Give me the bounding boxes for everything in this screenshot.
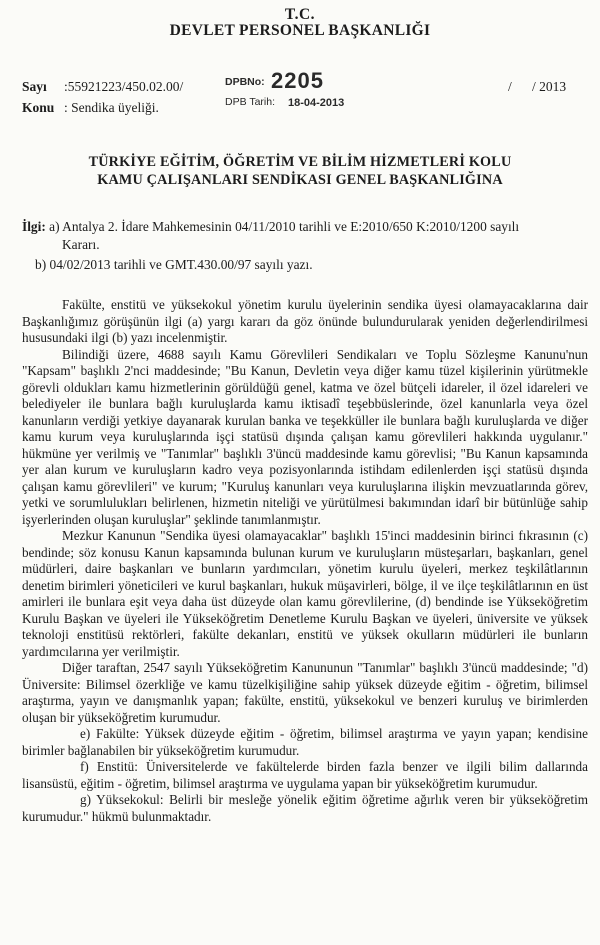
konu-value: : Sendika üyeliği. [64, 100, 159, 115]
ilgi-b: b) 04/02/2013 tarihli ve GMT.430.00/97 sayılı yazı. [35, 257, 313, 272]
ilgi-a-continuation: Kararı. [62, 237, 100, 252]
body-paragraph-6: f) Enstitü: Üniversitelerde ve fakültelerde birden fazla benzer ve ilgili bilim dallarında lisansüstü, eğitim - öğretim, bilimsel araştırma ve uygulama yapan bir yükseköğretim kurumudur. [22, 759, 588, 791]
body-paragraph-2: Bilindiği üzere, 4688 sayılı Kamu Görevlileri Sendikaları ve Toplu Sözleşme Kanunu'nun "Kapsam" başlıklı 2'nci maddesinde; "Bu Kanun, Devletin veya diğer kamu tüzel kişilerinin yürütmekle görevli oldukları kamu hizmetlerinin görüldüğü genel, katma ve özel bütçeli idareler, il özel idareleri ve belediyeler ile bunlara bağlı kuruluşlarda kamu iktisadî teşebbüslerinde, özel kanunlarla veya özel kanunların verdiği yetkiye dayanarak kurulan banka ve teşekküller ile bunlara bağlı kuruluşlarda ve diğer kamu kurum veya kuruluşlarında işçi statüsü dışında çalışan kamu görevlileri hakkında uygulanır." hükmüne yer verilmiş ve "Tanımlar" başlıklı 3'üncü maddesinde kamu görevlisi; "Bu Kanun kapsamında yer alan kurum ve kuruluşların kadro veya pozisyonlarında istihdam edilenlerden işçi statüsü dışında çalışan kamu görevlileri" ve kurum; "Kuruluş kanunları veya kuruluşlarına ilişkin mevzuatlarında görev, yetki ve sorumlulukları belirlenen, hizmetin niteliği ve yürütülmesi bakımından idarî bir bütünlüğe sahip işyerlerinden oluşan kuruluşlar" şeklinde tanımlanmıştır. [22, 346, 588, 527]
dpb-tarih-label: DPB Tarih: [225, 96, 275, 108]
konu-row [22, 100, 54, 116]
body-paragraph-7: g) Yüksekokul: Belirli bir mesleğe yönelik eğitim öğretime ağırlık veren bir yükseköğretim kurumudur." hükmü bulunmaktadır. [22, 792, 588, 824]
dpb-no-label: DPBNo: [225, 76, 265, 88]
header-institution: DEVLET PERSONEL BAŞKANLIĞI [169, 22, 431, 39]
ilgi-a-text: a) Antalya 2. İdare Mahkemesinin 04/11/2010 tarihli ve E:2010/650 K:2010/1200 sayılı [49, 219, 520, 234]
sayi-value: :55921223/450.02.00/ [64, 79, 184, 94]
body-paragraph-4: Diğer taraftan, 2547 sayılı Yükseköğretim Kanununun "Tanımlar" başlıklı 3'üncü maddesinde; "d) Üniversite: Bilimsel özerkliğe ve kamu tüzelkişiliğine sahip yüksek düzeyde eğitim - öğretim, bilimsel araştırma, yayın ve danışmanlık yapan; fakülte, enstitü, yüksekokul ve benzeri kuruluş ve birimlerden oluşan bir yükseköğretim kurumudur. [22, 660, 588, 725]
konu-label: Konu [22, 100, 55, 115]
ilgi-label: İlgi: [22, 219, 46, 234]
addressee-line-1: TÜRKİYE EĞİTİM, ÖĞRETİM VE BİLİM HİZMETLERİ KOLU [88, 154, 512, 170]
document-date: / / 2013 [508, 79, 567, 94]
body-paragraph-5: e) Fakülte: Yüksek düzeyde eğitim - öğretim, bilimsel araştırma ve yayın yapan; kendisine birimler bağlanabilen bir yükseköğretim kurumudur. [22, 726, 588, 758]
ilgi-a [22, 218, 582, 235]
dpb-tarih-value: 18-04-2013 [288, 97, 345, 109]
sayi-row [22, 79, 47, 95]
body-paragraph-1: Fakülte, enstitü ve yüksekokul yönetim kurulu üyelerinin sendika üyesi olamayacaklarına dair Başkanlığımız görüşünün ilgi (a) yargı kararı da göz önünde bulundurularak yeniden değerlendirilmesi hususundaki ilgi (b) yazı incelenmiştir. [22, 297, 588, 345]
letter-body [22, 297, 588, 825]
header-tc: T.C. [284, 6, 316, 23]
body-paragraph-3: Mezkur Kanunun "Sendika üyesi olamayacaklar" başlıklı 15'inci maddesinin birinci fıkrasının (c) bendinde; söz konusu Kanun kapsamında bulunan kurum ve kuruluşların müsteşarları, başkanları, genel müdürleri, daire başkanları ve bunların yardımcıları, yönetim kurulu üyeleri, merkez teşkilâtlarının denetim birimleri yöneticileri ve kurul başkanları, hukuk müşavirleri, bölge, il ve ilçe teşkilâtlarının en üst amirleri ile bunlara eşit veya daha üst düzeyde olan kamu görevlilerine, (d) bendinde ise Yükseköğretim Kurulu Başkan ve üyeleri ile Yükseköğretim Denetleme Kurulu Başkan ve üyeleri, üniversite ve yüksek teknoloji enstitüsü rektörleri, fakülte dekanları, enstitü ve yüksek okulların müdürleri ile bunların yardımcılarına yer verilmiştir. [22, 528, 588, 659]
dpb-no-value: 2205 [271, 68, 324, 93]
sayi-label: Sayı [22, 79, 47, 94]
addressee-line-2: KAMU ÇALIŞANLARI SENDİKASI GENEL BAŞKANLIĞINA [97, 172, 503, 188]
